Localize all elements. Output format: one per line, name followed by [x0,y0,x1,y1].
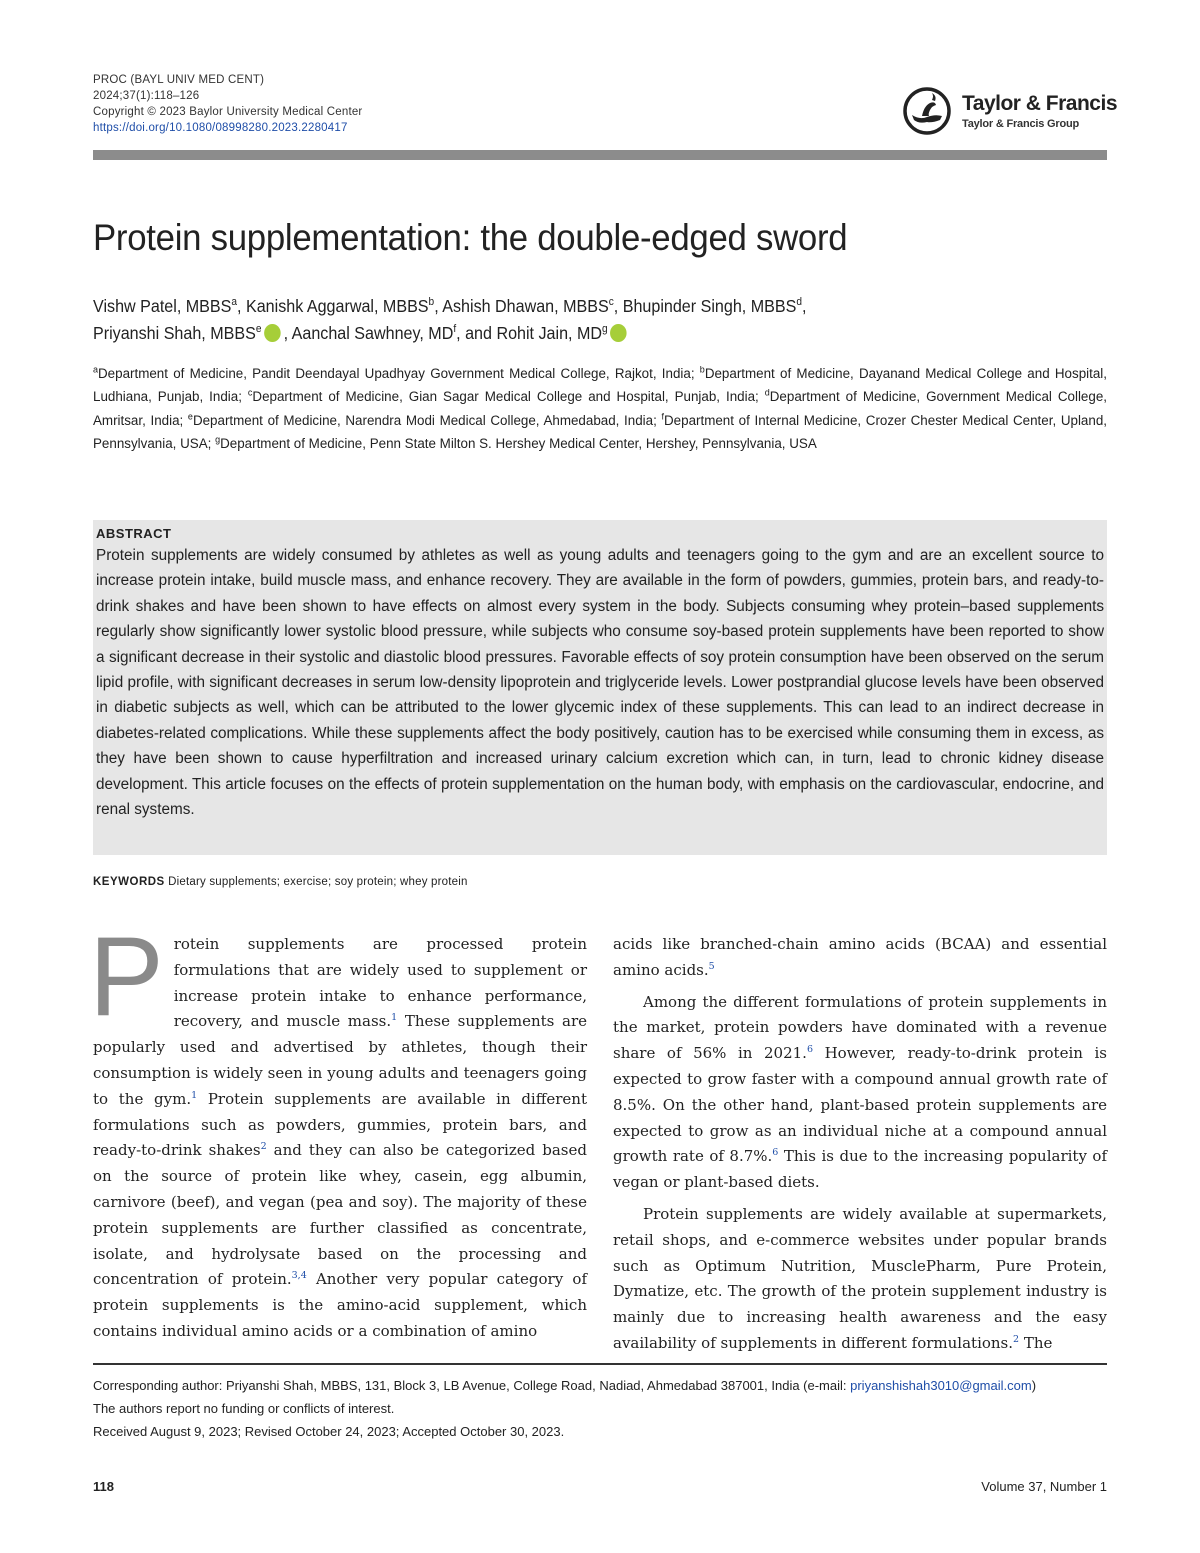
author-affiliation-mark: a [231,296,238,309]
author: Rohit Jain, MD [496,323,603,343]
journal-copyright: Copyright © 2023 Baylor University Medical Center [93,106,363,118]
keywords-label: KEYWORDS [93,876,165,888]
citation-ref[interactable]: 6 [806,1044,813,1056]
affiliation: Department of Medicine, Gian Sagar Medical College and Hospital, Punjab, India; [252,389,765,405]
footnote-rule [93,1363,1107,1365]
orcid-icon[interactable] [264,324,281,342]
body-text: Protein supplements are available in different formulations such as powders, gummies, protein bars, and ready-to-drink shakes [93,1089,587,1160]
email-link[interactable]: priyanshishah3010@gmail.com [850,1378,1032,1393]
publisher-name: Taylor & Francis [962,92,1117,115]
body-column-left [89,914,588,1345]
citation-ref[interactable]: 2 [260,1141,267,1153]
author-affiliation-mark: f [453,323,457,336]
citation-ref[interactable]: 1 [391,1012,398,1024]
body-text: However, ready-to-drink protein is expected to grow faster with a compound annual growth rate of 8.5%. On the other hand, plant-based protein supplements are expected to grow as an individual niche at a compound annual growth rate of 8.7%. [613,1044,1107,1166]
article-dates: Received August 9, 2023; Revised October 24, 2023; Accepted October 30, 2023. [93,1424,565,1439]
footnotes [93,1374,1123,1443]
article-title: Protein supplementation: the double-edged sword [93,217,848,258]
author: Kanishk Aggarwal, MBBS [245,296,429,316]
publisher-logo [902,86,1117,136]
publisher-group: Taylor & Francis Group [962,118,1080,130]
author: Ashish Dhawan, MBBS [442,296,609,316]
affiliations: $^a$Department of Medicine, Pandit Deendayal Upadhyay Government Medical College, Rajkot, India; $^b$Department of Medicine, Dayanand Medical College and Hospital, Ludhiana, Punjab, India; $^c$Department of Medicine, Gian Sagar Medical College and Hospital, Punjab, India; $^d$Department of Medicine, Government Medical College, Amritsar, India; $^e$Department of Medicine, Narendra Modi Medical College, Ahmedabad, India; $^f$Department of Internal Medicine, Crozer Chester Medical Center, Upland, Pennsylvania, USA; $^g$Department of Medicine, Penn State Milton S. Hershey Medical Center, Hershey, Pennsylvania, USA [93,364,1107,452]
drop-cap: P [89,914,164,1039]
author-affiliation-mark: b [428,296,435,309]
doi-link[interactable]: https://doi.org/10.1080/08998280.2023.2280417 [93,122,348,134]
orcid-icon[interactable] [610,324,627,342]
corresponding-author: Corresponding author: Priyanshi Shah, MBBS, 131, Block 3, LB Avenue, College Road, Nadiad, Ahmedabad 387001, India (e-mail: priyanshishah3010@gmail.com) [93,1378,1037,1393]
author: Aanchal Sawhney, MD [291,323,454,343]
author: Priyanshi Shah, MBBS [93,323,256,343]
keywords [93,876,468,888]
citation-ref[interactable]: 5 [708,960,715,972]
journal-name: PROC (BAYL UNIV MED CENT) [93,74,265,86]
affiliation: Department of Medicine, Government Medical College, Amritsar, India; [93,389,1107,428]
affiliation: Department of Internal Medicine, Crozer Chester Medical Center, Upland, Pennsylvania, USA; [93,412,1107,452]
affiliation: Department of Medicine, Penn State Milton S. Hershey Medical Center, Hershey, Pennsylvania, USA [220,436,817,452]
abstract-text: Protein supplements are widely consumed by athletes as well as young adults and teenagers going to the gym and are an excellent source to increase protein intake, build muscle mass, and enhance recovery. They are available in the form of powders, gummies, protein bars, and ready-to-drink shakes and have been shown to have effects on almost every system in the body. Subjects consuming whey protein–based supplements regularly show significantly lower systolic blood pressure, while subjects who consume soy-based protein supplements have been reported to show a significant decrease in their systolic and diastolic blood pressures. Favorable effects of soy protein consumption have been observed on the serum lipid profile, with significant decreases in serum low-density lipoprotein and triglyceride levels. Lower postprandial glucose levels have been observed in diabetic subjects as well, which can be attributed to the lower glycemic index of these supplements. This can lead to an indirect decrease in diabetes-related complications. While these supplements affect the body positively, caution has to be exercised while consuming them in excess, as they have been shown to cause hyperfiltration and increased urinary calcium excretion which can, in turn, lead to chronic kidney disease development. This article focuses on the effects of protein supplementation on the human body, with emphasis on the cardiovascular, endocrine, and renal systems. [96,547,1104,819]
body-text: These supplements are popularly used and advertised by athletes, though their consumption is widely seen in young adults and teenagers going to the gym. [93,1012,588,1108]
author: Bhupinder Singh, MBBS [622,296,797,316]
author-affiliation-mark: d [796,296,802,309]
citation-ref[interactable]: 1 [191,1089,198,1101]
author-list: Vishw Patel, MBBS$^a$, Kanishk Aggarwal, MBBS$^b$, Ashish Dhawan, MBBS$^c$, Bhupinder Singh, MBBS$^d$, Priyanshi Shah, MBBS$^e$ , Aanchal Sawhney, $MD^f$, and Rohit Jain, $MD^g$ [93,296,807,343]
journal-meta [93,72,362,136]
affiliation: Department of Medicine, Dayanand Medical College and Hospital, Ludhiana, Punjab, India; [93,366,1107,405]
funding-statement: The authors report no funding or conflicts of interest. [93,1401,395,1416]
page-number: 118 [93,1479,114,1494]
body-text: and they can also be categorized based on the source of protein like whey, casein, egg albumin, carnivore (beef), and vegan (pea and soy). The majority of these protein supplements are further classified as concentrate, isolate, and hydrolysate based on the processing and concentration of protein. [93,1141,587,1289]
header-rule [93,150,1107,160]
body-text: Among the different formulations of protein supplements in the market, protein powders have dominated with a revenue share of 56% in 2021. [613,992,1107,1063]
body-text: The [1019,1333,1053,1352]
body-text: This is due to the increasing popularity of vegan or plant-based diets. [613,1147,1107,1192]
keywords-list: Dietary supplements; exercise; soy protein; whey protein [168,876,468,888]
body-text: Protein supplements are widely available at supermarkets, retail shops, and e-commerce websites under popular brands such as Optimum Nutrition, MusclePharm, Pure Protein, Dymatize, etc. The growth of the protein supplement industry is mainly due to increasing health awareness and the easy availability of supplements in different formulations. [613,1204,1107,1352]
author-affiliation-mark: e [255,323,262,336]
body-paragraph [613,1202,1107,1357]
volume-info: Volume 37, Number 1 [981,1479,1107,1494]
body-paragraph [613,990,1107,1196]
author: Vishw Patel, MBBS [93,296,232,316]
body-paragraph [89,914,588,1345]
body-text: acids like branched-chain amino acids (BCAA) and essential amino acids. [613,935,1107,979]
publisher-lamp-icon [902,86,952,136]
citation-ref[interactable]: 6 [772,1147,779,1159]
affiliation: Department of Medicine, Narendra Modi Medical College, Ahmedabad, India; [192,412,662,428]
affiliation: Department of Medicine, Pandit Deendayal Upadhyay Government Medical College, Rajkot, India; [98,366,700,381]
abstract-heading: ABSTRACT [96,526,172,541]
author-affiliation-mark: g [602,323,608,336]
body-text: rotein supplements are processed protein formulations that are widely used to supplement or increase protein intake to enhance performance, recovery, and muscle mass. [173,935,587,1031]
body-paragraph [613,932,1107,984]
abstract-box [93,520,1107,855]
body-text: Another very popular category of protein supplements is the amino-acid supplement, which contains individual amino acids or a combination of amino [93,1270,587,1340]
citation-ref[interactable]: 2 [1013,1333,1020,1345]
citation-ref[interactable]: 3,4 [291,1270,307,1282]
author-affiliation-mark: c [608,296,614,309]
journal-citation: 2024;37(1):118–126 [93,90,200,102]
body-column-right [613,932,1107,1357]
